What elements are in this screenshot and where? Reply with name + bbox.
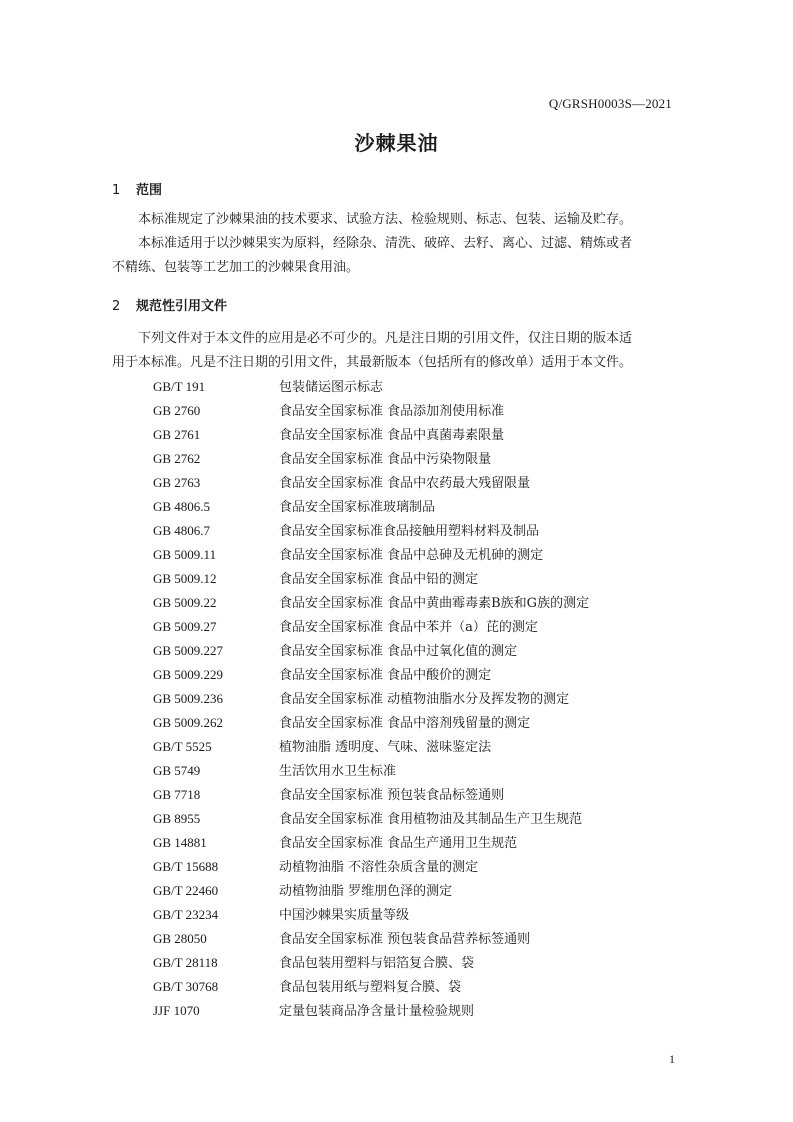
- reference-code: GB 2761: [153, 427, 201, 442]
- reference-title: 食品安全国家标准 食品中总砷及无机砷的测定: [279, 548, 544, 563]
- reference-title: 食品安全国家标准 食品中苯并（a）芘的测定: [279, 620, 538, 635]
- reference-item: [153, 999, 589, 1023]
- reference-code: JJF 1070: [153, 1003, 200, 1018]
- reference-title: 生活饮用水卫生标准: [279, 764, 397, 779]
- reference-title: 包装储运图示标志: [279, 380, 384, 395]
- reference-code: GB/T 22460: [153, 883, 219, 898]
- reference-code: GB 5009.227: [153, 643, 224, 658]
- reference-item: [153, 951, 589, 975]
- reference-title: 食品安全国家标准 预包装食品营养标签通则: [279, 932, 531, 947]
- reference-item: [153, 711, 589, 735]
- reference-title: 食品安全国家标准 食品生产通用卫生规范: [279, 836, 518, 851]
- reference-code: GB 2763: [153, 475, 201, 490]
- section-2-line: 用于本标准。凡是不注日期的引用文件，其最新版本（包括所有的修改单）适用于本文件。: [112, 355, 633, 370]
- reference-title: 定量包装商品净含量计量检验规则: [279, 1004, 475, 1019]
- reference-code: GB/T 15688: [153, 859, 219, 874]
- reference-code: GB 5009.229: [153, 667, 224, 682]
- reference-item: [153, 375, 589, 399]
- reference-code: GB/T 30768: [153, 979, 219, 994]
- standard-code: Q/GRSH0003S—2021: [548, 96, 672, 111]
- reference-title: 中国沙棘果实质量等级: [279, 908, 410, 923]
- reference-item: [153, 927, 589, 951]
- reference-item: [153, 543, 589, 567]
- reference-item: [153, 807, 589, 831]
- reference-code: GB 5009.27: [153, 619, 217, 634]
- reference-item: [153, 639, 589, 663]
- reference-item: [153, 567, 589, 591]
- reference-item: [153, 447, 589, 471]
- reference-title: 食品安全国家标准 动植物油脂水分及挥发物的测定: [279, 692, 570, 707]
- reference-code: GB/T 191: [153, 379, 206, 394]
- reference-title: 食品安全国家标准玻璃制品: [279, 500, 436, 515]
- reference-item: [153, 399, 589, 423]
- reference-code: GB 5009.262: [153, 715, 224, 730]
- reference-item: [153, 831, 589, 855]
- reference-code: GB/T 23234: [153, 907, 219, 922]
- reference-title: 食品安全国家标准食品接触用塑料材料及制品: [279, 524, 540, 539]
- reference-code: GB/T 28118: [153, 955, 218, 970]
- reference-item: [153, 519, 589, 543]
- reference-code: GB 2760: [153, 403, 201, 418]
- section-1-title: 范围: [136, 183, 163, 198]
- section-1-line: 不精练、包装等工艺加工的沙棘果食用油。: [112, 260, 360, 275]
- reference-title: 食品安全国家标准 食品中真菌毒素限量: [279, 428, 505, 443]
- reference-code: GB/T 5525: [153, 739, 212, 754]
- reference-item: [153, 735, 589, 759]
- reference-code: GB 4806.7: [153, 523, 211, 538]
- reference-title: 食品安全国家标准 食品中溶剂残留量的测定: [279, 716, 531, 731]
- section-1-line: 本标准适用于以沙棘果实为原料，经除杂、清洗、破碎、去籽、离心、过滤、精炼或者: [138, 236, 633, 251]
- section-1-body: [112, 208, 674, 280]
- reference-code: GB 5009.12: [153, 571, 217, 586]
- reference-item: [153, 495, 589, 519]
- section-2-number: 2: [112, 299, 121, 314]
- reference-title: 食品安全国家标准 食品中过氧化值的测定: [279, 644, 518, 659]
- reference-list: [153, 375, 589, 1023]
- reference-title: 食品安全国家标准 食品中酸价的测定: [279, 668, 492, 683]
- section-1-number: 1: [112, 183, 121, 198]
- reference-code: GB 4806.5: [153, 499, 211, 514]
- reference-title: 动植物油脂 罗维朋色泽的测定: [279, 884, 453, 899]
- reference-item: [153, 423, 589, 447]
- reference-code: GB 5749: [153, 763, 201, 778]
- reference-code: GB 7718: [153, 787, 201, 802]
- page-number: 1: [669, 1052, 675, 1066]
- reference-code: GB 5009.236: [153, 691, 224, 706]
- reference-item: [153, 975, 589, 999]
- reference-title: 食品安全国家标准 食品中黄曲霉毒素B族和G族的测定: [279, 596, 590, 611]
- section-2-line: 下列文件对于本文件的应用是必不可少的。凡是注日期的引用文件，仅注日期的版本适: [138, 331, 633, 346]
- reference-title: 食品安全国家标准 预包装食品标签通则: [279, 788, 505, 803]
- document-title: 沙棘果油: [354, 131, 439, 155]
- reference-item: [153, 903, 589, 927]
- section-1-line: 本标准规定了沙棘果油的技术要求、试验方法、检验规则、标志、包装、运输及贮存。: [138, 212, 633, 227]
- reference-item: [153, 855, 589, 879]
- reference-code: GB 8955: [153, 811, 201, 826]
- reference-title: 食品包装用塑料与铝箔复合膜、袋: [279, 956, 475, 971]
- reference-code: GB 5009.22: [153, 595, 217, 610]
- reference-item: [153, 879, 589, 903]
- reference-code: GB 14881: [153, 835, 207, 850]
- reference-title: 食品包装用纸与塑料复合膜、袋: [279, 980, 462, 995]
- reference-item: [153, 471, 589, 495]
- reference-code: GB 28050: [153, 931, 207, 946]
- reference-title: 食品安全国家标准 食用植物油及其制品生产卫生规范: [279, 812, 583, 827]
- reference-item: [153, 759, 589, 783]
- reference-item: [153, 615, 589, 639]
- reference-title: 食品安全国家标准 食品中农药最大残留限量: [279, 476, 531, 491]
- reference-title: 食品安全国家标准 食品添加剂使用标准: [279, 404, 505, 419]
- reference-code: GB 2762: [153, 451, 201, 466]
- reference-title: 动植物油脂 不溶性杂质含量的测定: [279, 860, 479, 875]
- reference-item: [153, 663, 589, 687]
- reference-title: 植物油脂 透明度、气味、滋味鉴定法: [279, 740, 492, 755]
- section-2-title: 规范性引用文件: [136, 299, 228, 314]
- reference-title: 食品安全国家标准 食品中污染物限量: [279, 452, 492, 467]
- section-2-heading: [112, 295, 227, 314]
- reference-item: [153, 591, 589, 615]
- reference-code: GB 5009.11: [153, 547, 217, 562]
- reference-item: [153, 783, 589, 807]
- section-2-body: [112, 327, 674, 375]
- reference-title: 食品安全国家标准 食品中铅的测定: [279, 572, 479, 587]
- section-1-heading: [112, 179, 162, 198]
- reference-item: [153, 687, 589, 711]
